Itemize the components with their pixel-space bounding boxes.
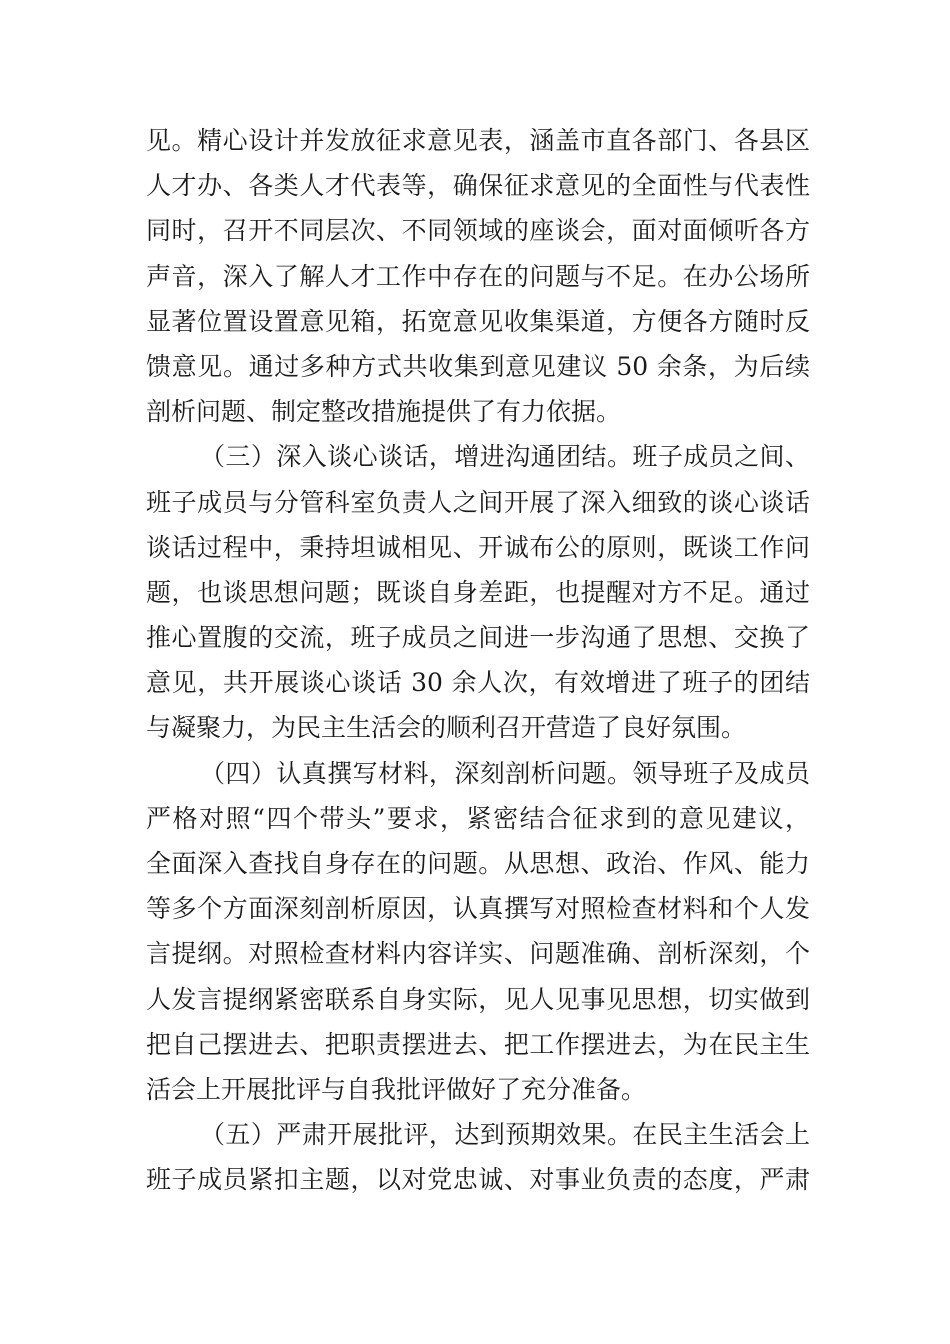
text-line: 人发言提纲紧密联系自身实际，见人见事见思想，切实做到 (146, 984, 810, 1014)
text-line: 与凝聚力，为民主生活会的顺利召开营造了良好氛围。 (146, 713, 747, 743)
text-line: 见。精心设计并发放征求意见表，涵盖市直各部门、各县区 (146, 126, 810, 155)
text-line: 活会上开展批评与自我批评做好了充分准备。 (146, 1074, 647, 1104)
section-heading-line: （三）深入谈心谈话，增进沟通团结。班子成员之间、 (200, 442, 810, 472)
text-line: 班子成员紧扣主题，以对党忠诚、对事业负责的态度，严肃 (146, 1165, 810, 1195)
text-line: 显著位置设置意见箱，拓宽意见收集渠道，方便各方随时反 (146, 306, 810, 336)
text-line: 班子成员与分管科室负责人之间开展了深入细致的谈心谈话 (146, 487, 810, 517)
section-heading-line: （五）严肃开展批评，达到预期效果。在民主生活会上 (200, 1120, 810, 1150)
text-line: 意见，共开展谈心谈话 30 余人次，有效增进了班子的团结 (146, 668, 810, 698)
text-line: 等多个方面深刻剖析原因，认真撰写对照检查材料和个人发 (146, 894, 810, 924)
text-line: 全面深入查找自身存在的问题。从思想、政治、作风、能力 (146, 849, 810, 878)
text-line: 题，也谈思想问题；既谈自身差距，也提醒对方不足。通过 (146, 577, 810, 607)
text-line: 馈意见。通过多种方式共收集到意见建议 50 余条，为后续 (146, 351, 810, 381)
text-line: 声音，深入了解人才工作中存在的问题与不足。在办公场所 (146, 261, 810, 291)
text-line: 把自己摆进去、把职责摆进去、把工作摆进去，为在民主生 (146, 1029, 810, 1059)
section-heading-line: （四）认真撰写材料，深刻剖析问题。领导班子及成员 (200, 758, 810, 788)
text-line: 言提纲。对照检查材料内容详实、问题准确、剖析深刻，个 (146, 939, 810, 969)
text-line: 严格对照“四个带头”要求，紧密结合征求到的意见建议， (146, 803, 810, 833)
text-line: 推心置腹的交流，班子成员之间进一步沟通了思想、交换了 (146, 623, 810, 653)
text-line: 同时，召开不同层次、不同领域的座谈会，面对面倾听各方 (146, 216, 810, 246)
text-line: 人才办、各类人才代表等，确保征求意见的全面性与代表性 (146, 171, 810, 201)
document-body (146, 118, 810, 1203)
text-line: 剖析问题、制定整改措施提供了有力依据。 (146, 397, 622, 427)
text-line: 谈话过程中，秉持坦诚相见、开诚布公的原则，既谈工作问 (146, 532, 810, 562)
